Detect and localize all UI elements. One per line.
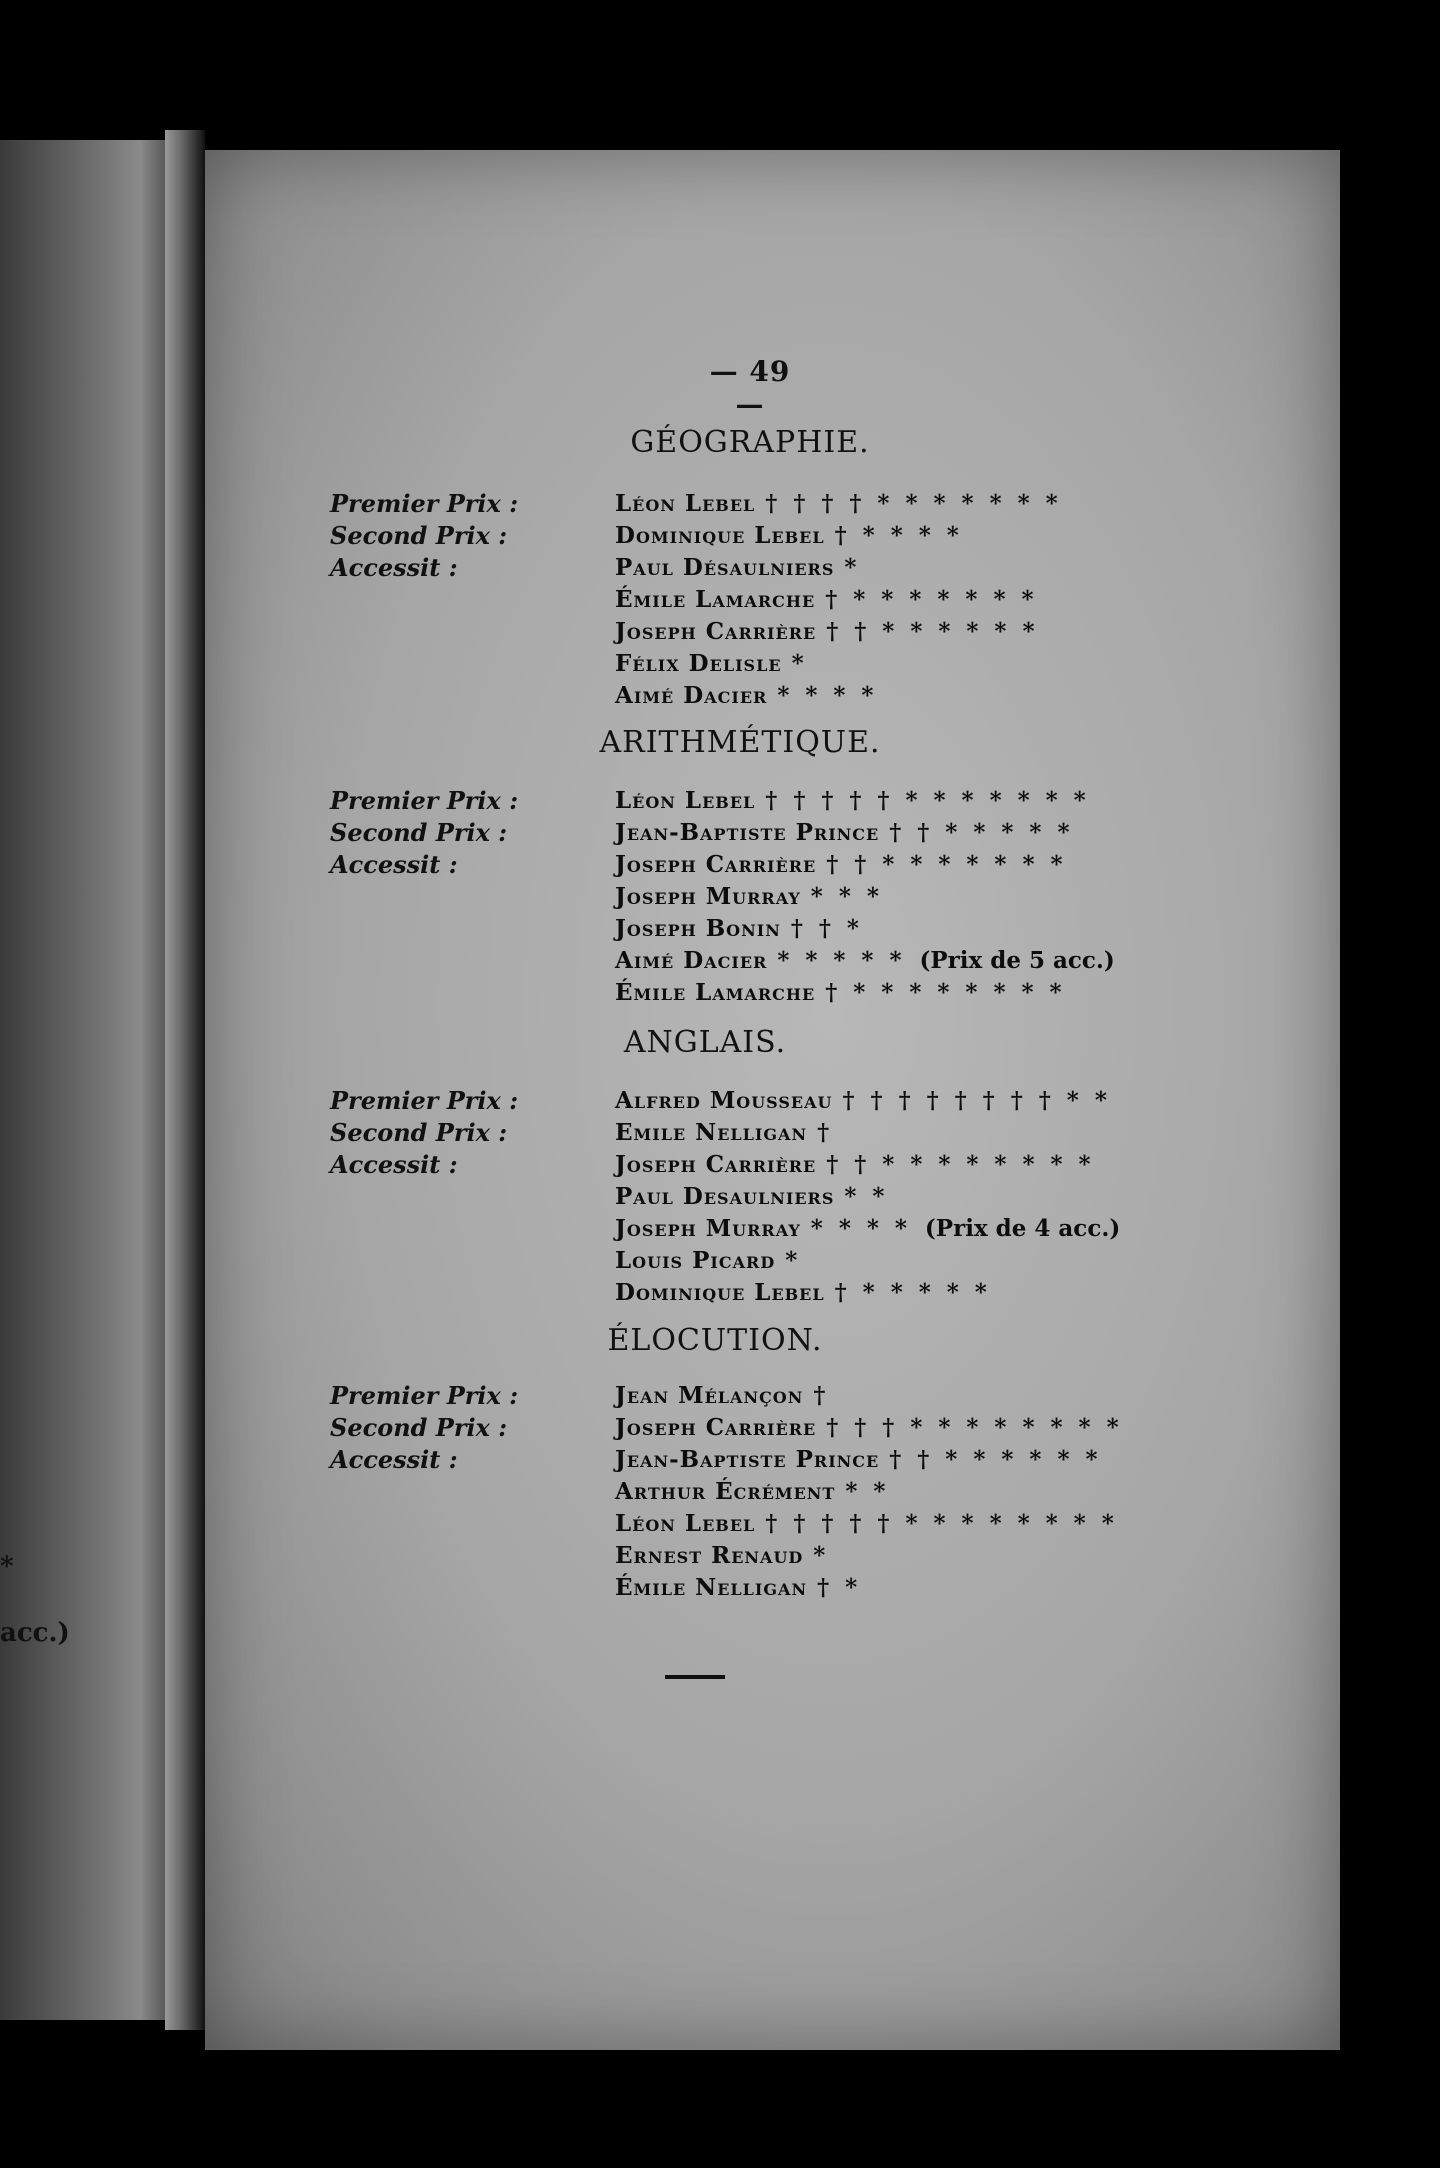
student-name: Dominique Lebel xyxy=(615,522,825,549)
end-rule-divider xyxy=(665,1675,725,1679)
student-name: Félix Delisle xyxy=(615,650,782,677)
merit-marks: † xyxy=(813,1382,830,1409)
adjacent-page xyxy=(0,140,165,2020)
merit-marks: † * xyxy=(817,1574,862,1601)
student-name: Louis Picard xyxy=(615,1247,776,1274)
merit-marks: † † † † † † † † * * xyxy=(842,1087,1111,1114)
list-item xyxy=(615,1380,1315,1412)
adjacent-page-text-2: acc.) xyxy=(0,1618,70,1648)
merit-marks: * * * * xyxy=(777,682,878,709)
entry-list xyxy=(615,488,1315,712)
list-item xyxy=(615,1508,1315,1540)
page-number: — 49 — xyxy=(709,355,791,421)
list-item xyxy=(615,488,1315,520)
student-name: Joseph Carrière xyxy=(615,1414,817,1441)
student-name: Joseph Bonin xyxy=(615,915,781,942)
merit-marks: † † * xyxy=(790,915,863,942)
label-premier-prix: Premier Prix : xyxy=(330,489,519,518)
book-gutter xyxy=(165,130,205,2030)
student-name: Léon Lebel xyxy=(615,490,756,517)
merit-marks: † * * * * * * * xyxy=(825,586,1038,613)
list-item xyxy=(615,849,1315,881)
merit-marks: † † † † † * * * * * * * xyxy=(765,787,1090,814)
student-name: Dominique Lebel xyxy=(615,1279,825,1306)
label-premier-prix: Premier Prix : xyxy=(330,1086,519,1115)
merit-marks: * * * xyxy=(810,883,883,910)
list-item xyxy=(615,785,1315,817)
list-item xyxy=(615,1181,1315,1213)
student-name: Emile Nelligan xyxy=(615,1119,808,1146)
merit-marks: * xyxy=(785,1247,802,1274)
student-name: Paul Desaulniers xyxy=(615,1183,835,1210)
merit-marks: † † † † † * * * * * * * * xyxy=(765,1510,1118,1537)
merit-marks: † † * * * * * * * xyxy=(826,851,1067,878)
merit-marks: † † † † * * * * * * * xyxy=(765,490,1062,517)
section-title-geographie: GÉOGRAPHIE. xyxy=(630,425,870,460)
merit-marks: * xyxy=(813,1542,830,1569)
student-name: Alfred Mousseau xyxy=(615,1087,833,1114)
list-item xyxy=(615,1277,1315,1309)
prize-labels xyxy=(330,1085,530,1181)
student-name: Joseph Carrière xyxy=(615,851,817,878)
list-item xyxy=(615,1476,1315,1508)
list-item xyxy=(615,1412,1315,1444)
student-name: Ernest Renaud xyxy=(615,1542,804,1569)
merit-marks: † † * * * * * * * * xyxy=(826,1151,1095,1178)
label-second-prix: Second Prix : xyxy=(330,1118,508,1147)
list-item xyxy=(615,552,1315,584)
student-name: Arthur Écrément xyxy=(615,1478,836,1505)
entry-list xyxy=(615,1085,1315,1309)
prize-labels xyxy=(330,1380,530,1476)
student-name: Jean Mélançon xyxy=(615,1382,804,1409)
label-premier-prix: Premier Prix : xyxy=(330,1381,519,1410)
list-item xyxy=(615,977,1315,1009)
prize-note: (Prix de 4 acc.) xyxy=(924,1215,1121,1242)
list-item xyxy=(615,1572,1315,1604)
list-item xyxy=(615,1245,1315,1277)
section-title-elocution: ÉLOCUTION. xyxy=(607,1323,823,1358)
student-name: Émile Lamarche xyxy=(615,586,816,613)
student-name: Léon Lebel xyxy=(615,787,756,814)
label-second-prix: Second Prix : xyxy=(330,818,508,847)
list-item xyxy=(615,1213,1315,1245)
document-page xyxy=(205,150,1340,2050)
student-name: Jean-Baptiste Prince xyxy=(615,1446,880,1473)
list-item xyxy=(615,913,1315,945)
merit-marks: * * xyxy=(844,1183,889,1210)
label-second-prix: Second Prix : xyxy=(330,1413,508,1442)
list-item xyxy=(615,945,1315,977)
label-premier-prix: Premier Prix : xyxy=(330,786,519,815)
list-item xyxy=(615,584,1315,616)
prize-note: (Prix de 5 acc.) xyxy=(919,947,1115,974)
student-name: Joseph Carrière xyxy=(615,618,817,645)
list-item xyxy=(615,680,1315,712)
student-name: Joseph Murray xyxy=(615,1215,801,1242)
merit-marks: * xyxy=(844,554,861,581)
list-item xyxy=(615,1540,1315,1572)
list-item xyxy=(615,1444,1315,1476)
student-name: Jean-Baptiste Prince xyxy=(615,819,880,846)
list-item xyxy=(615,648,1315,680)
entry-list xyxy=(615,785,1315,1009)
merit-marks: * * * * * xyxy=(777,947,906,974)
merit-marks: † * * * * * * * * xyxy=(825,979,1066,1006)
student-name: Émile Lamarche xyxy=(615,979,816,1006)
merit-marks: † † * * * * * * xyxy=(889,1446,1102,1473)
list-item xyxy=(615,1149,1315,1181)
list-item xyxy=(615,616,1315,648)
label-second-prix: Second Prix : xyxy=(330,521,508,550)
student-name: Joseph Murray xyxy=(615,883,801,910)
merit-marks: * * * * xyxy=(810,1215,911,1242)
list-item xyxy=(615,520,1315,552)
list-item xyxy=(615,1117,1315,1149)
student-name: Aimé Dacier xyxy=(615,682,768,709)
merit-marks: † * * * * xyxy=(834,522,963,549)
list-item xyxy=(615,881,1315,913)
section-title-arithmetique: ARITHMÉTIQUE. xyxy=(599,725,881,760)
merit-marks: † † † * * * * * * * * xyxy=(826,1414,1123,1441)
student-name: Émile Nelligan xyxy=(615,1574,808,1601)
label-accessit: Accessit : xyxy=(330,1445,458,1474)
adjacent-page-text-1: * xyxy=(0,1552,14,1582)
student-name: Léon Lebel xyxy=(615,1510,756,1537)
label-accessit: Accessit : xyxy=(330,850,458,879)
label-accessit: Accessit : xyxy=(330,553,458,582)
merit-marks: † xyxy=(817,1119,834,1146)
prize-labels xyxy=(330,488,530,584)
list-item xyxy=(615,817,1315,849)
student-name: Aimé Dacier xyxy=(615,947,768,974)
student-name: Paul Désaulniers xyxy=(615,554,835,581)
section-title-anglais: ANGLAIS. xyxy=(623,1025,787,1060)
merit-marks: * * xyxy=(845,1478,890,1505)
entry-list xyxy=(615,1380,1315,1604)
list-item xyxy=(615,1085,1315,1117)
merit-marks: † † * * * * * * xyxy=(826,618,1039,645)
merit-marks: † † * * * * * xyxy=(889,819,1074,846)
merit-marks: * xyxy=(791,650,808,677)
prize-labels xyxy=(330,785,530,881)
student-name: Joseph Carrière xyxy=(615,1151,817,1178)
merit-marks: † * * * * * xyxy=(834,1279,991,1306)
label-accessit: Accessit : xyxy=(330,1150,458,1179)
